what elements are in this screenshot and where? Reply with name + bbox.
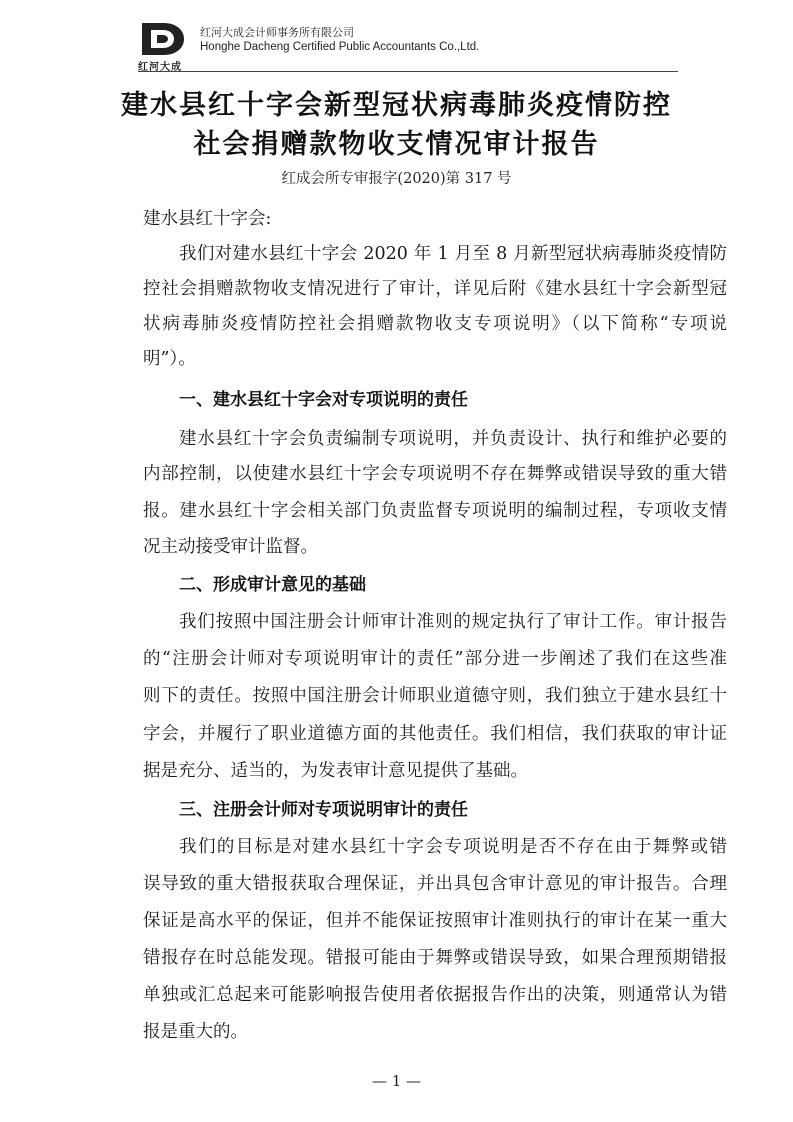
section-3-heading: 三、注册会计师对专项说明审计的责任: [179, 800, 468, 820]
section-1-line: 建水县红十字会负责编制专项说明，并负责设计、执行和维护必要的: [179, 429, 727, 449]
section-2-line: 则下的责任。按照中国注册会计师职业道德守则，我们独立于建水县红十: [143, 686, 727, 706]
firm-name-cn: 红河大成会计师事务所有限公司: [200, 26, 354, 39]
section-2-line: 据是充分、适当的，为发表审计意见提供了基础。: [143, 761, 528, 781]
firm-name-en: Honghe Dacheng Certified Public Accountants Co.,Ltd.: [200, 41, 480, 53]
section-1-line: 内部控制，以使建水县红十字会专项说明不存在舞弊或错误导致的重大错: [143, 464, 727, 484]
letterhead: [138, 20, 658, 72]
section-3-line: 我们的目标是对建水县红十字会专项说明是否不存在由于舞弊或错: [179, 837, 727, 857]
report-title-line-1: 建水县红十字会新型冠状病毒肺炎疫情防控: [121, 90, 672, 121]
section-3-line: 错报存在时总能发现。错报可能由于舞弊或错误导致，如果合理预期错报: [143, 948, 727, 968]
report-title-line-2: 社会捐赠款物收支情况审计报告: [193, 129, 600, 160]
section-3-line: 保证是高水平的保证，但并不能保证按照审计准则执行的审计在某一重大: [143, 911, 727, 931]
firm-logo-icon: [138, 20, 190, 72]
section-1-line: 况主动接受审计监督。: [143, 537, 318, 557]
section-3-line: 误导致的重大错报获取合理保证，并出具包含审计意见的审计报告。合理: [143, 874, 727, 894]
page-number: — 1 —: [371, 1072, 422, 1090]
intro-line: 状病毒肺炎疫情防控社会捐赠款物收支专项说明》（以下简称“专项说: [143, 314, 727, 334]
section-1-line: 报。建水县红十字会相关部门负责监督专项说明的编制过程，专项收支情: [143, 501, 727, 521]
section-2-line: 我们按照中国注册会计师审计准则的规定执行了审计工作。审计报告: [179, 612, 727, 632]
section-3-line: 单独或汇总起来可能影响报告使用者依据报告作出的决策，则通常认为错: [143, 985, 727, 1005]
section-2-line: 字会，并履行了职业道德方面的其他责任。我们相信，我们获取的审计证: [143, 724, 727, 744]
section-2-heading: 二、形成审计意见的基础: [179, 575, 366, 595]
section-1-heading: 一、建水县红十字会对专项说明的责任: [179, 390, 468, 410]
header-divider: [138, 71, 678, 72]
document-number: 红成会所专审报字(2020)第 317 号: [281, 171, 512, 187]
logo-caption: 红河大成: [138, 62, 182, 73]
intro-line: 明”）。: [143, 349, 196, 369]
section-3-line: 报是重大的。: [143, 1022, 248, 1042]
intro-line: 我们对建水县红十字会 2020 年 1 月至 8 月新型冠状病毒肺炎疫情防: [179, 244, 727, 264]
addressee: 建水县红十字会:: [143, 209, 272, 229]
section-2-line: 的“注册会计师对专项说明审计的责任”部分进一步阐述了我们在这些准: [143, 649, 727, 669]
intro-line: 控社会捐赠款物收支情况进行了审计，详见后附《建水县红十字会新型冠: [143, 279, 727, 299]
